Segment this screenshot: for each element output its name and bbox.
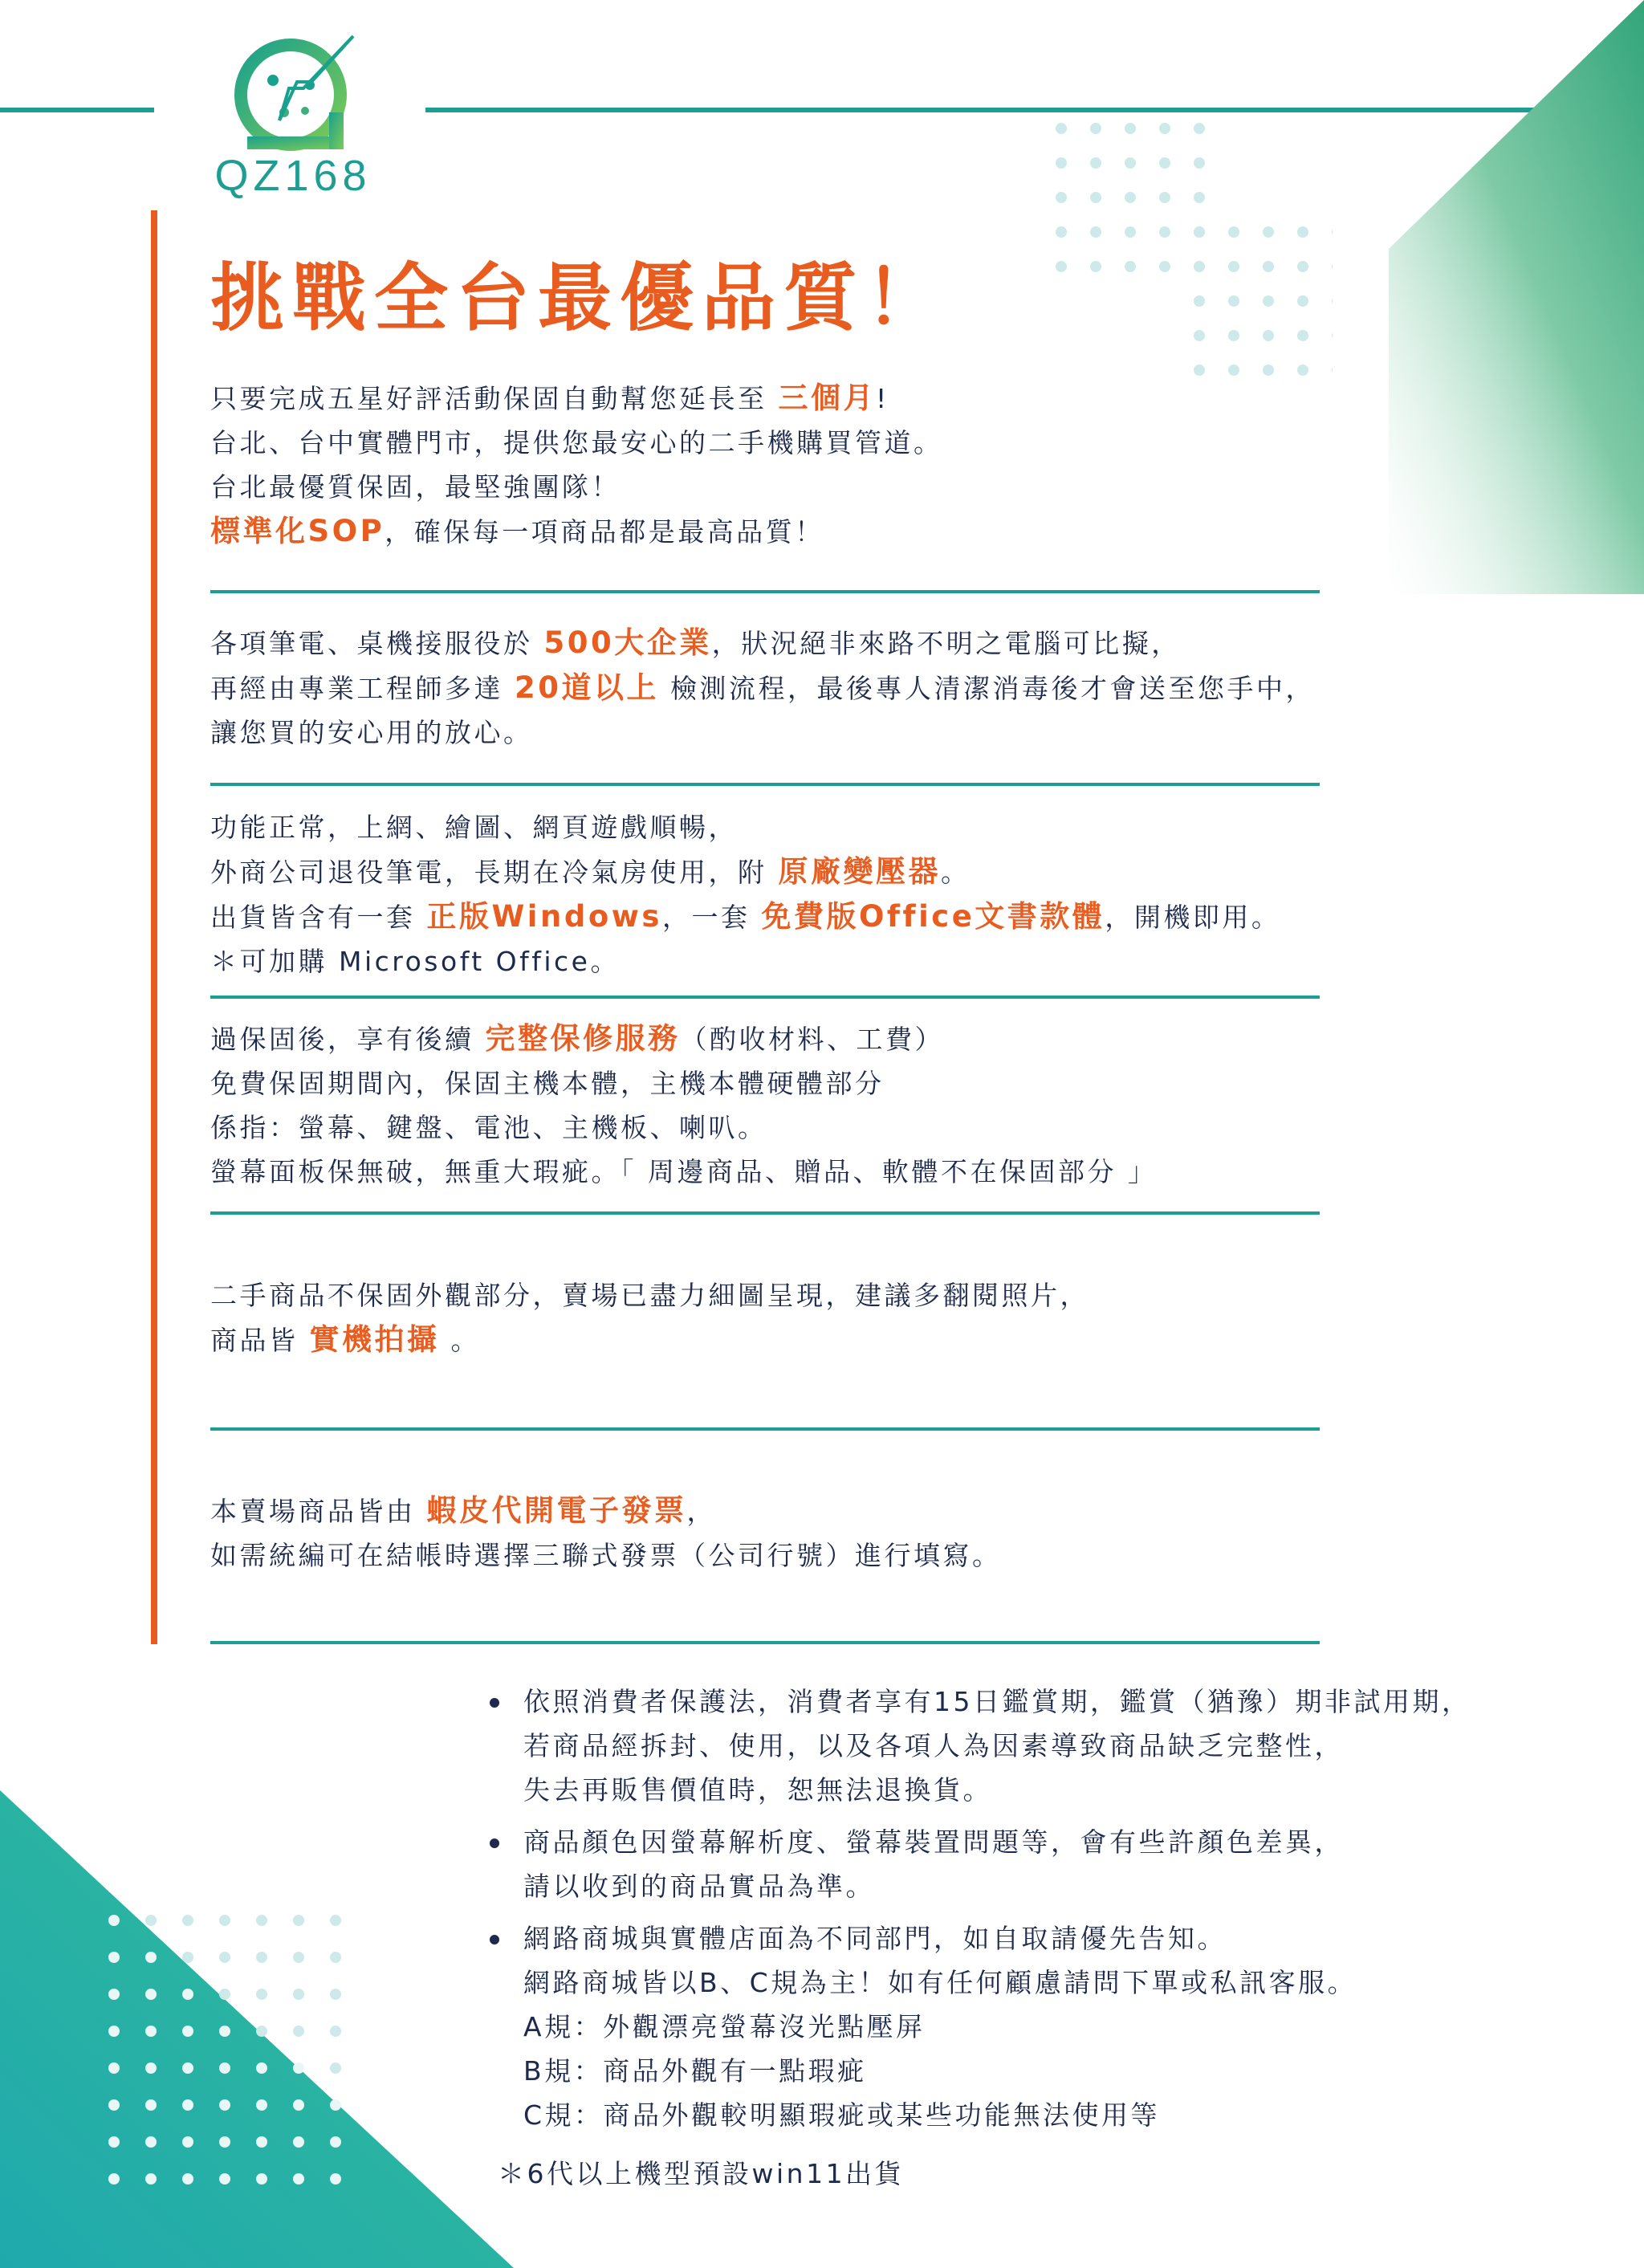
- decor-dot: [182, 2173, 193, 2185]
- decor-dot: [256, 2026, 267, 2037]
- decor-dot: [1263, 364, 1274, 376]
- decor-dot: [219, 1952, 230, 1963]
- decor-dot: [1056, 123, 1067, 134]
- section4-line-3: 係指：螢幕、鍵盤、電池、主機板、喇叭。: [210, 1112, 767, 1143]
- section4-line-2: 免費保固期間內，保固主機本體，主機本體硬體部分: [210, 1068, 885, 1099]
- decor-dot: [108, 2173, 120, 2185]
- decor-dot: [1125, 123, 1136, 134]
- dot-grid-top: [1052, 119, 1333, 384]
- decor-dot: [330, 2062, 341, 2074]
- policy-bullet-list: [482, 1680, 1471, 2145]
- decor-dot: [330, 2099, 341, 2111]
- decor-dot: [182, 2099, 193, 2111]
- section3-line-2: 外商公司退役筆電，長期在冷氣房使用，附 原廠變壓器。: [210, 854, 971, 889]
- section4-line-1: 過保固後，享有後續 完整保修服務（酌收材料、工費）: [210, 1021, 944, 1056]
- decor-dot: [1194, 364, 1205, 376]
- decor-dot: [256, 1915, 267, 1926]
- section3-line-1: 功能正常，上網、繪圖、網頁遊戲順暢，: [210, 812, 738, 843]
- decor-dot: [1056, 226, 1067, 238]
- decor-dot: [293, 2173, 304, 2185]
- decor-dot: [256, 2099, 267, 2111]
- decor-dot: [182, 1915, 193, 1926]
- highlight-adapter: 原廠變壓器: [778, 854, 941, 889]
- highlight-service: 完整保修服務: [485, 1021, 681, 1056]
- list-item: 商品顏色因螢幕解析度、螢幕裝置問題等，會有些許顏色差異， 請以收到的商品實品為準。: [482, 1820, 1471, 1908]
- accent-bar: [151, 210, 157, 1644]
- decor-dot: [1159, 192, 1170, 203]
- section6-line-1: 本賣場商品皆由 蝦皮代開電子發票，: [210, 1493, 716, 1528]
- divider-4: [210, 1211, 1320, 1215]
- decor-dot: [219, 2173, 230, 2185]
- decor-dot: [145, 1989, 157, 2000]
- intro-line-2: 台北、台中實體門市，提供您最安心的二手機購買管道。: [210, 427, 943, 458]
- intro-line-1: 只要完成五星好評活動保固自動幫您延長至 三個月!: [210, 381, 889, 415]
- decor-dot: [1332, 226, 1333, 238]
- decor-dot: [1125, 261, 1136, 272]
- decor-dot: [145, 2026, 157, 2037]
- decor-dot: [1159, 123, 1170, 134]
- bullet-dot: [490, 1698, 499, 1708]
- decor-dot: [330, 2136, 341, 2148]
- decor-dot: [182, 2026, 193, 2037]
- decor-dot: [1125, 192, 1136, 203]
- decor-dot: [330, 1952, 341, 1963]
- decor-dot: [1090, 226, 1101, 238]
- decor-dot: [1263, 330, 1274, 341]
- decor-dot: [256, 1989, 267, 2000]
- decor-dot: [1228, 226, 1239, 238]
- decor-dot: [219, 2099, 230, 2111]
- decor-dot: [1194, 192, 1205, 203]
- decor-dot: [293, 1915, 304, 1926]
- decor-dot: [1194, 330, 1205, 341]
- section5-line-2: 商品皆 實機拍攝 。: [210, 1322, 480, 1357]
- decor-dot: [1194, 157, 1205, 169]
- divider-6: [210, 1641, 1320, 1644]
- decor-dot: [108, 1989, 120, 2000]
- decor-dot: [330, 2173, 341, 2185]
- decor-dot: [108, 2099, 120, 2111]
- section6-line-2: 如需統編可在結帳時選擇三聯式發票（公司行號）進行填寫。: [210, 1540, 1002, 1571]
- highlight-500: 500大企業: [543, 625, 712, 660]
- decor-dot: [293, 2136, 304, 2148]
- decor-dot: [1194, 261, 1205, 272]
- decor-dot: [1159, 261, 1170, 272]
- highlight-invoice: 蝦皮代開電子發票: [426, 1493, 687, 1528]
- intro-line-4: 標準化SOP，確保每一項商品都是最高品質！: [210, 514, 824, 548]
- decor-dot: [145, 2099, 157, 2111]
- decor-dot: [145, 1915, 157, 1926]
- decor-dot: [1297, 295, 1308, 307]
- decor-dot: [1159, 226, 1170, 238]
- dot-grid-bottom: [104, 1911, 385, 2192]
- section3-line-4: ＊可加購 Microsoft Office。: [210, 946, 620, 977]
- decor-dot: [145, 2173, 157, 2185]
- intro-block: [210, 376, 943, 554]
- decor-dot: [1263, 226, 1274, 238]
- page-title: 挑戰全台最優品質！: [210, 255, 948, 341]
- decor-dot: [1332, 330, 1333, 341]
- decor-dot: [1332, 364, 1333, 376]
- decor-dot: [1125, 226, 1136, 238]
- decor-dot: [1297, 330, 1308, 341]
- highlight-office: 免費版Office文書款體: [761, 899, 1105, 934]
- decor-dot: [145, 1952, 157, 1963]
- footnote-win11: ＊6代以上機型預設win11出貨: [498, 2158, 905, 2189]
- decor-dot: [256, 2062, 267, 2074]
- section2-line-3: 讓您買的安心用的放心。: [210, 717, 533, 748]
- decor-dot: [1056, 261, 1067, 272]
- divider-5: [210, 1427, 1320, 1431]
- top-right-triangle: [1389, 0, 1644, 594]
- section-enterprise: [210, 621, 1315, 755]
- decor-dot: [330, 2026, 341, 2037]
- highlight-windows: 正版Windows: [426, 899, 662, 934]
- decor-dot: [219, 2136, 230, 2148]
- section-appearance: [210, 1273, 1089, 1362]
- decor-dot: [1194, 123, 1205, 134]
- bullet-dot: [490, 1935, 499, 1944]
- section2-line-1: 各項筆電、桌機接服役於 500大企業，狀況絕非來路不明之電腦可比擬，: [210, 625, 1181, 660]
- decor-dot: [256, 2173, 267, 2185]
- decor-dot: [1263, 261, 1274, 272]
- decor-dot: [1297, 261, 1308, 272]
- decor-dot: [219, 1989, 230, 2000]
- divider-2: [210, 783, 1320, 786]
- section-function: [210, 805, 1280, 983]
- section4-line-4: 螢幕面板保無破，無重大瑕疵。「 周邊商品、贈品、軟體不在保固部分 」: [210, 1156, 1158, 1187]
- list-item: 網路商城與實體店面為不同部門，如自取請優先告知。 網路商城皆以B、C規為主！如有任何顧慮請問下單或私訊客服。 A規：外觀漂亮螢幕沒光點壓屏 B規：商品外觀有一點瑕疵 C規：商品外觀較明顯瑕疵或某些功能無法使用等: [482, 1916, 1471, 2137]
- decor-dot: [219, 2062, 230, 2074]
- brand-logo-text: QZ168: [214, 152, 372, 200]
- highlight-20: 20道以上: [515, 670, 659, 705]
- decor-dot: [1056, 157, 1067, 169]
- decor-dot: [1090, 192, 1101, 203]
- decor-dot: [256, 2136, 267, 2148]
- decor-dot: [1228, 330, 1239, 341]
- highlight-real-photo: 實機拍攝: [309, 1322, 440, 1357]
- decor-dot: [330, 1915, 341, 1926]
- decor-dot: [182, 2136, 193, 2148]
- decor-dot: [182, 1952, 193, 1963]
- decor-dot: [256, 1952, 267, 1963]
- decor-dot: [1332, 295, 1333, 307]
- section5-line-1: 二手商品不保固外觀部分，賣場已盡力細圖呈現，建議多翻閱照片，: [210, 1280, 1089, 1311]
- decor-dot: [293, 2062, 304, 2074]
- decor-dot: [145, 2136, 157, 2148]
- decor-dot: [1194, 226, 1205, 238]
- decor-dot: [1159, 157, 1170, 169]
- decor-dot: [182, 1989, 193, 2000]
- decor-dot: [1090, 261, 1101, 272]
- decor-dot: [330, 1989, 341, 2000]
- decor-dot: [293, 2099, 304, 2111]
- decor-dot: [1056, 192, 1067, 203]
- decor-dot: [108, 2026, 120, 2037]
- section3-line-3: 出貨皆含有一套 正版Windows，一套 免費版Office文書款體，開機即用。: [210, 899, 1281, 934]
- decor-dot: [1228, 364, 1239, 376]
- decor-dot: [293, 2026, 304, 2037]
- decor-dot: [293, 1952, 304, 1963]
- divider-1: [210, 590, 1320, 593]
- highlight-sop: 標準化SOP: [210, 514, 385, 548]
- decor-dot: [219, 1915, 230, 1926]
- section2-line-2: 再經由專業工程師多達 20道以上 檢測流程，最後專人清潔消毒後才會送至您手中，: [210, 670, 1315, 705]
- decor-dot: [108, 2136, 120, 2148]
- decor-dot: [219, 2026, 230, 2037]
- decor-dot: [1263, 295, 1274, 307]
- decor-dot: [108, 1915, 120, 1926]
- section-warranty: [210, 1016, 1157, 1194]
- decor-dot: [1194, 295, 1205, 307]
- top-left-line: [0, 108, 154, 112]
- decor-dot: [108, 2062, 120, 2074]
- decor-dot: [108, 1952, 120, 1963]
- section-invoice: [210, 1488, 1002, 1578]
- decor-dot: [1332, 261, 1333, 272]
- decor-dot: [1125, 157, 1136, 169]
- decor-dot: [1297, 364, 1308, 376]
- decor-dot: [145, 2062, 157, 2074]
- decor-dot: [1228, 295, 1239, 307]
- highlight-three-months: 三個月: [778, 381, 876, 415]
- decor-dot: [182, 2062, 193, 2074]
- intro-line-3: 台北最優質保固，最堅強團隊！: [210, 471, 621, 503]
- bullet-dot: [490, 1838, 499, 1848]
- decor-dot: [293, 1989, 304, 2000]
- decor-dot: [1090, 157, 1101, 169]
- decor-dot: [1297, 226, 1308, 238]
- divider-3: [210, 996, 1320, 999]
- decor-dot: [1090, 123, 1101, 134]
- list-item: 依照消費者保護法，消費者享有15日鑑賞期，鑑賞（猶豫）期非試用期， 若商品經拆封、使用，以及各項人為因素導致商品缺乏完整性， 失去再販售價值時，恕無法退換貨。: [482, 1680, 1471, 1812]
- decor-dot: [1228, 261, 1239, 272]
